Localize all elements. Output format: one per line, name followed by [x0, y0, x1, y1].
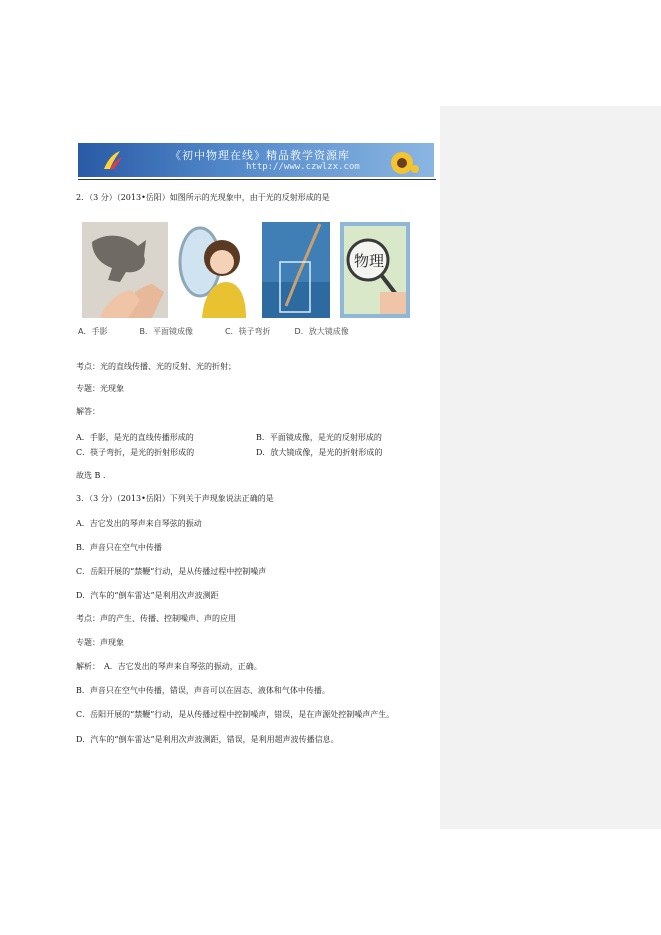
figure-mirror-girl: [176, 222, 252, 318]
figure-hand-shadow: [82, 222, 168, 318]
header-rule: [78, 179, 436, 180]
q2-zhuanti: 专题：光现象: [76, 384, 124, 393]
q3-option-b: B．声音只在空气中传播: [76, 543, 162, 552]
q3-jiexi-a: 解析： A．吉它发出的琴声来自琴弦的振动，正确。: [76, 662, 262, 671]
q2-jieda-label: 解答：: [76, 407, 100, 416]
q3-option-d: D．汽车的“倒车雷达”是利用次声波测距: [76, 591, 219, 600]
q3-jiexi-d: D．汽车的“倒车雷达”是利用次声波测距，错误，是利用超声波传播信息。: [76, 735, 339, 744]
q2-option-c: C．筷子弯折，是光的折射形成的: [76, 448, 195, 457]
q3-stem: 3．（3 分）（2013•岳阳）下列关于声现象说法正确的是: [76, 494, 274, 503]
site-logo-icon: [100, 147, 126, 173]
figure-magnifier-book: [340, 222, 410, 318]
q3-jiexi-b: B．声音只在空气中传播，错误，声音可以在固态、液体和气体中传播。: [76, 686, 330, 695]
sunflower-icon: [384, 149, 420, 177]
banner-title: 《初中物理在线》精品教学资源库: [170, 149, 350, 162]
figure-caption: A．手影 B．平面镜成像 C．筷子弯折 D．放大镜成像: [78, 327, 349, 336]
q2-answer: 故选 B ．: [76, 471, 111, 480]
q2-option-b: B．平面镜成像，是光的反射形成的: [256, 433, 382, 442]
banner-url[interactable]: http://www.czwlzx.com: [246, 162, 360, 172]
header-banner: [78, 143, 434, 177]
comment-pane: [440, 106, 661, 829]
q3-kaodian: 考点：声的产生、传播、控制噪声、声的应用: [76, 614, 236, 623]
q2-kaodian: 考点：光的直线传播、光的反射、光的折射；: [76, 362, 236, 371]
q3-jiexi-c: C．岳阳开展的“禁鞭”行动，是从传播过程中控制噪声，错误，是在声源处控制噪声产生。: [76, 710, 395, 719]
q2-option-d: D．放大镜成像，是光的折射形成的: [256, 448, 383, 457]
q3-zhuanti: 专题：声现象: [76, 638, 124, 647]
book-title-text: 物理: [354, 252, 385, 270]
figure-chopstick-glass: [262, 222, 330, 318]
q2-option-a: A．手影，是光的直线传播形成的: [76, 433, 194, 442]
q2-stem: 2．（3 分）（2013•岳阳）如图所示的光现象中，由于光的反射形成的是: [76, 193, 330, 202]
q3-option-c: C．岳阳开展的“禁鞭”行动，是从传播过程中控制噪声: [76, 567, 267, 576]
q3-option-a: A．吉它发出的琴声来自琴弦的振动: [76, 519, 202, 528]
